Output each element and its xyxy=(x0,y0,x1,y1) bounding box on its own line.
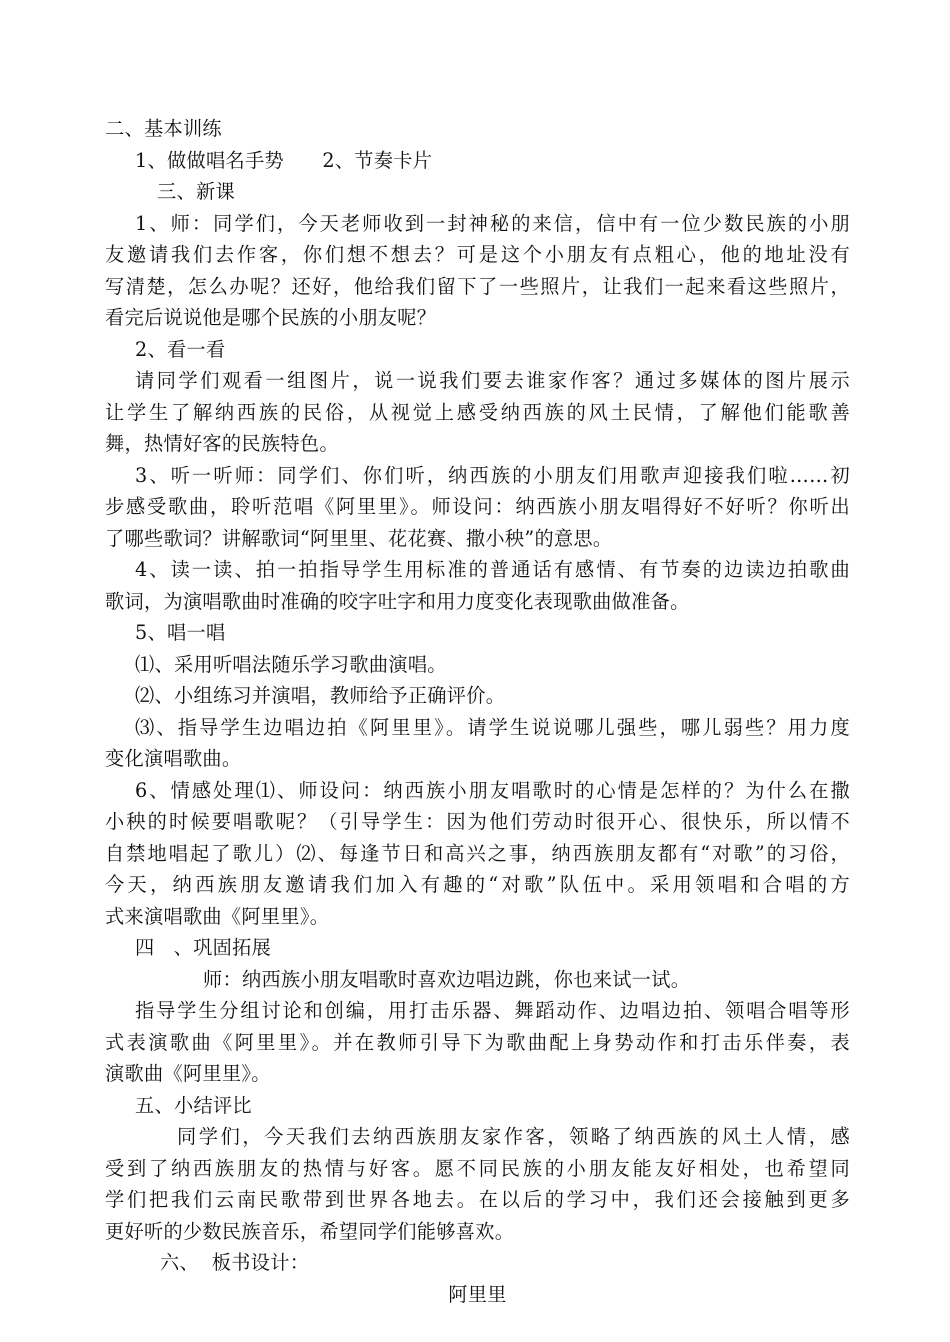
text-line: 3、听一听师：同学们、你们听，纳西族的小朋友们用歌声迎接我们啦……初 xyxy=(135,463,850,487)
text-line: 师：纳西族小朋友唱歌时喜欢边唱边跳，你也来试一试。 xyxy=(203,967,691,991)
text-line: 式来演唱歌曲《阿里里》。 xyxy=(105,904,330,928)
text-line: 4、读一读、拍一拍指导学生用标准的普通话有感情、有节奏的边读边拍歌曲 xyxy=(135,558,850,581)
text-line: 阿里里 xyxy=(448,1282,507,1306)
text-line: 式表演歌曲《阿里里》。并在教师引导下为歌曲配上身势动作和打击乐伴奏，表 xyxy=(105,1030,850,1054)
text-line: 了哪些歌词？讲解歌词“阿里里、花花赛、撒小秧”的意思。 xyxy=(105,526,613,550)
text-line: 五、小结评比 xyxy=(135,1093,252,1117)
text-line: 1、做做唱名手势 2、节奏卡片 xyxy=(135,148,433,172)
text-line: 舞，热情好客的民族特色。 xyxy=(105,432,339,455)
text-line: 写清楚，怎么办呢？还好，他给我们留下了一些照片，让我们一起来看这些照片， xyxy=(105,274,850,298)
text-line: 变化演唱歌曲。 xyxy=(105,747,242,770)
text-line: 6、情感处理⑴、师设问：纳西族小朋友唱歌时的心情是怎样的？为什么在撒 xyxy=(135,778,850,802)
text-line: 二、基本训练 xyxy=(105,117,222,140)
text-line: ⑵、小组练习并演唱，教师给予正确评价。 xyxy=(135,684,506,707)
text-line: 更好听的少数民族音乐，希望同学们能够喜欢。 xyxy=(105,1219,515,1243)
text-line: 今天，纳西族朋友邀请我们加入有趣的“对歌”队伍中。采用领唱和合唱的方 xyxy=(105,873,850,896)
text-line: 四 、巩固拓展 xyxy=(135,936,272,959)
text-line: 看完后说说他是哪个民族的小朋友呢？ xyxy=(105,306,437,329)
text-line: 1、师：同学们，今天老师收到一封神秘的来信，信中有一位少数民族的小朋 xyxy=(135,211,850,235)
text-line: 歌词，为演唱歌曲时准确的咬字吐字和用力度变化表现歌曲做准备。 xyxy=(105,589,690,613)
text-line: ⑶、指导学生边唱边拍《阿里里》。请学生说说哪儿强些，哪儿弱些？用力度 xyxy=(135,715,850,739)
text-line: 受到了纳西族朋友的热情与好客。愿不同民族的小朋友能友好相处，也希望同 xyxy=(105,1156,850,1180)
text-line: 同学们，今天我们去纳西族朋友家作客，领略了纳西族的风土人情，感 xyxy=(177,1125,850,1148)
document-page xyxy=(105,113,850,1310)
text-line: 5、唱一唱 xyxy=(135,621,226,644)
text-line: 步感受歌曲，聆听范唱《阿里里》。师设问：纳西族小朋友唱得好不好听？你听出 xyxy=(105,495,850,518)
text-line: 友邀请我们去作客，你们想不想去？可是这个小朋友有点粗心，他的地址没有 xyxy=(105,243,850,266)
text-line: ⑴、采用听唱法随乐学习歌曲演唱。 xyxy=(135,652,447,676)
text-line: 自禁地唱起了歌儿）⑵、每逢节日和高兴之事，纳西族朋友都有“对歌”的习俗， xyxy=(105,841,850,865)
text-line: 请同学们观看一组图片，说一说我们要去谁家作客？通过多媒体的图片展示 xyxy=(135,369,850,392)
text-line: 学们把我们云南民歌带到世界各地去。在以后的学习中，我们还会接触到更多 xyxy=(105,1188,850,1211)
text-line: 2、看一看 xyxy=(135,337,226,361)
text-line: 演歌曲《阿里里》。 xyxy=(105,1062,271,1085)
text-line: 六、 板书设计： xyxy=(160,1251,310,1274)
text-line: 让学生了解纳西族的民俗，从视觉上感受纳西族的风土民情，了解他们能歌善 xyxy=(105,400,850,424)
text-line: 三、新课 xyxy=(157,180,235,203)
text-line: 小秧的时候要唱歌呢？（引导学生：因为他们劳动时很开心、很快乐，所以情不 xyxy=(105,810,850,833)
text-line: 指导学生分组讨论和创编，用打击乐器、舞蹈动作、边唱边拍、领唱合唱等形 xyxy=(135,999,850,1022)
